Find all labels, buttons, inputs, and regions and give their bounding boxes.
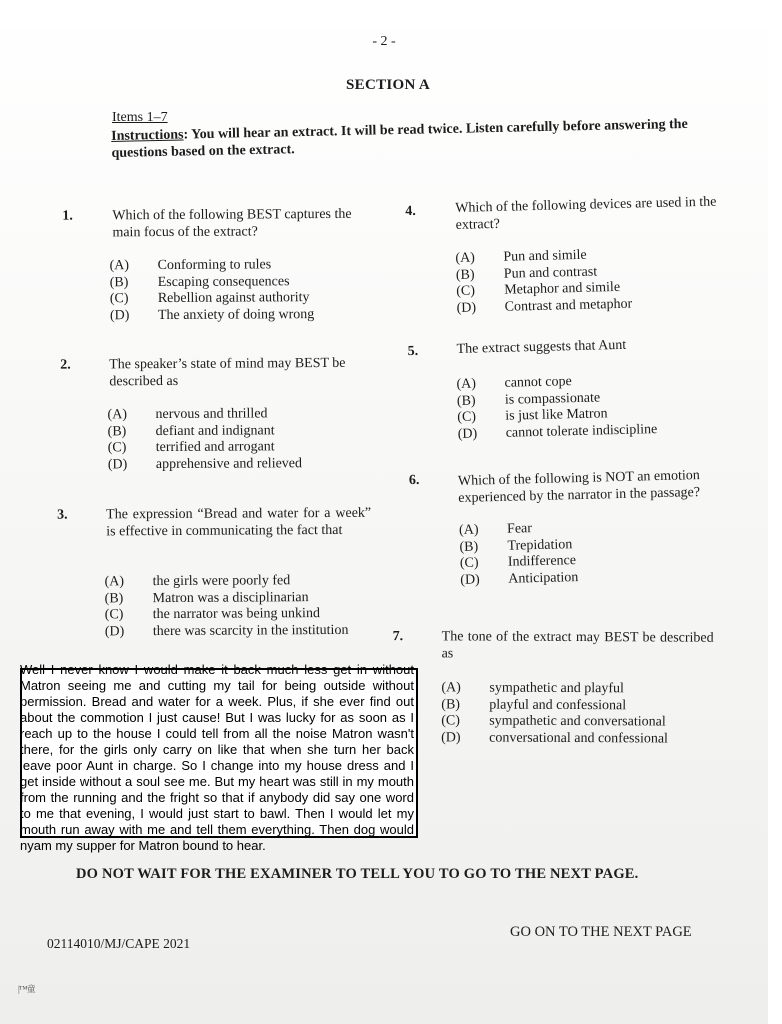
go-on-note: GO ON TO THE NEXT PAGE	[510, 924, 692, 940]
option-d[interactable]: (D) cannot tolerate indiscipline	[457, 421, 658, 442]
option-a[interactable]: (A) Conforming to rules	[109, 257, 272, 274]
question-stem: Which of the following is NOT an emotion experienced by the narrator in the passage?	[457, 468, 701, 506]
option-list	[459, 519, 579, 588]
question-number: 3.	[57, 507, 68, 523]
option-d[interactable]: (D) Anticipation	[460, 569, 579, 588]
option-a[interactable]: (A) nervous and thrilled	[107, 406, 268, 423]
option-a[interactable]: (A) Pun and simile	[455, 247, 587, 266]
option-d[interactable]: (D) conversational and confessional	[441, 729, 669, 747]
question-stem: Which of the following BEST captures the main focus of the extract?	[112, 206, 352, 241]
option-d[interactable]: (D) The anxiety of doing wrong	[109, 306, 315, 323]
option-list	[105, 572, 349, 639]
question-number: 7.	[392, 629, 404, 645]
question-number: 1.	[62, 208, 73, 224]
option-list	[456, 371, 657, 442]
option-c[interactable]: (C) the narrator was being unkind	[104, 606, 320, 623]
option-c[interactable]: (C) terrified and arrogant	[107, 439, 275, 456]
question-stem: The expression “Bread and water for a week” is effective in communicating the fact that	[106, 505, 372, 540]
option-d[interactable]: (D) apprehensive and relieved	[107, 455, 303, 472]
option-list	[441, 679, 668, 746]
option-list	[107, 405, 302, 472]
option-d[interactable]: (D) Contrast and metaphor	[456, 296, 633, 316]
question-number: 2.	[60, 357, 71, 373]
option-b[interactable]: (B) is compassionate	[456, 389, 601, 409]
option-c[interactable]: (C) is just like Matron	[457, 406, 608, 425]
option-c[interactable]: (C) Indifference	[459, 553, 577, 571]
question-stem: The extract suggests that Aunt	[456, 337, 627, 357]
page-number: - 2 -	[372, 34, 396, 49]
option-b[interactable]: (B) Pun and contrast	[455, 263, 598, 283]
question-stem: Which of the following devices are used in the extract?	[455, 194, 717, 233]
question-stem: The speaker’s state of mind may BEST be described as	[109, 355, 346, 390]
items-label: Items 1–7	[112, 110, 168, 125]
option-list	[110, 256, 315, 323]
option-a[interactable]: (A) cannot cope	[456, 374, 572, 392]
option-a[interactable]: (A) sympathetic and playful	[441, 680, 624, 697]
option-a[interactable]: (A) the girls were poorly fed	[104, 573, 291, 590]
option-list	[455, 246, 632, 316]
option-c[interactable]: (C) Metaphor and simile	[456, 279, 621, 299]
page-top-margin	[0, 0, 768, 28]
question-number: 5.	[407, 343, 419, 360]
instructions-label: Instructions	[111, 127, 184, 144]
extract-text-box	[20, 662, 418, 853]
instructions-text: : You will hear an extract. It will be read twice. Listen carefully before answering the questions based on the extract.	[111, 116, 688, 161]
question-number: 4.	[405, 203, 416, 220]
option-d[interactable]: (D) there was scarcity in the institution	[104, 622, 349, 639]
option-b[interactable]: (B) Trepidation	[459, 536, 573, 555]
option-c[interactable]: (C) sympathetic and conversational	[441, 713, 666, 730]
option-b[interactable]: (B) Escaping consequences	[109, 273, 290, 290]
extract-text: Well I never know I would make it back much less get in without Matron seeing me and cutting my tail for being outside without permission. Bread and water for a week. Plus, if she ever find out about the commotion I just cause! But I was lucky for as soon as I reach up to the house I could tell from all the noise Matron wasn't there, for the girls only carry on like that when she turn her back leave poor Aunt in charge. So I change into my house dress and I get inside without a soul see me. But my heart was still in my mouth from the running and the fright so that if anybody did say one word to me that evening, I would just start to bawl. Then I would let my mouth run away with me and tell them everything. Then dog would nyam my supper for Matron bound to hear.	[20, 662, 414, 853]
option-c[interactable]: (C) Rebellion against authority	[109, 290, 310, 307]
next-page-instruction: DO NOT WAIT FOR THE EXAMINER TO TELL YOU TO GO TO THE NEXT PAGE.	[76, 866, 639, 882]
corner-mark: |™童	[18, 984, 35, 994]
option-a[interactable]: (A) Fear	[458, 521, 533, 538]
section-title: SECTION A	[346, 77, 430, 93]
paper-code: 02114010/MJ/CAPE 2021	[47, 936, 191, 951]
option-b[interactable]: (B) Matron was a disciplinarian	[104, 589, 309, 606]
option-b[interactable]: (B) playful and confessional	[441, 696, 627, 713]
option-b[interactable]: (B) defiant and indignant	[107, 422, 275, 439]
instructions	[111, 115, 727, 162]
question-stem: The tone of the extract may BEST be described as	[441, 629, 714, 662]
question-number: 6.	[408, 472, 420, 489]
